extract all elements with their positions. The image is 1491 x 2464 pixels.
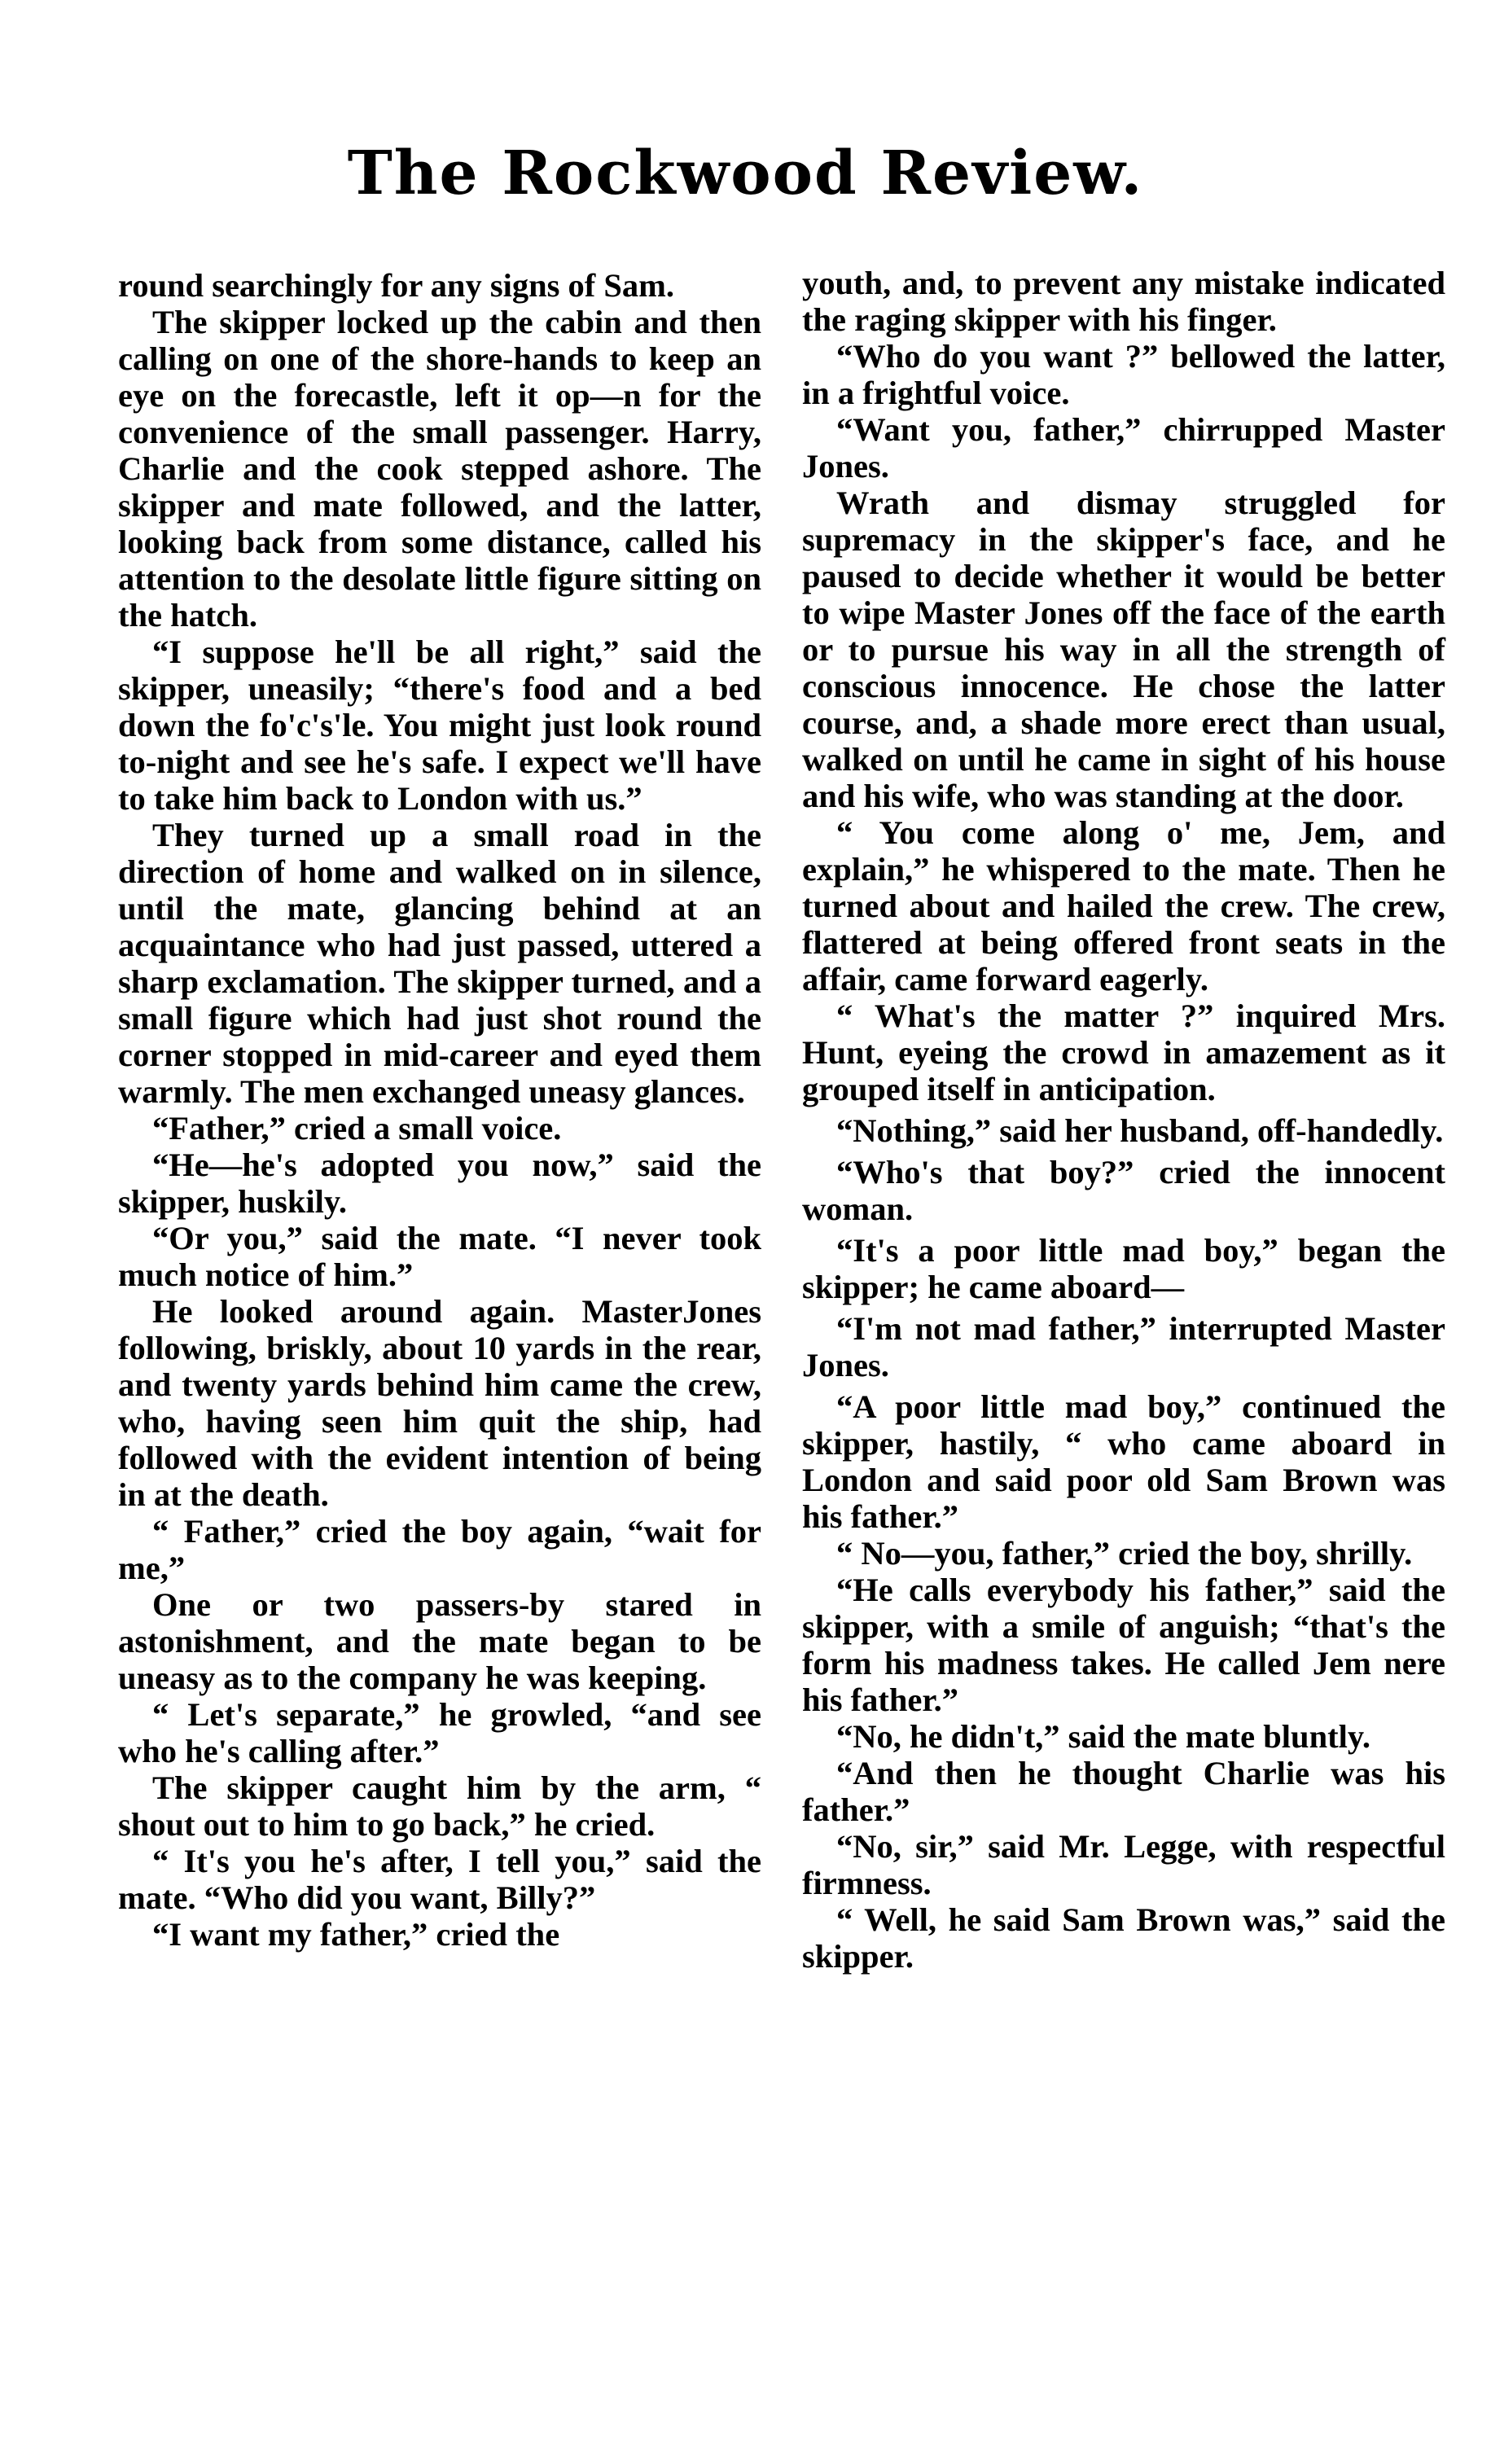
paragraph: “I'm not mad father,” interrupted Master Jones. xyxy=(802,1310,1445,1383)
paragraph: The skipper locked up the cabin and then calling on one of the shore-hands to keep an eye on the forecastle, left it op—n for the convenience of the small passenger. Harry, Charlie and the cook stepped ashore. The skipper and mate followed, and the latter, looking back from some distance, called his attention to the desolate little figure sitting on the hatch. xyxy=(118,304,761,634)
paragraph: “ Let's separate,” he growled, “and see who he's calling after.” xyxy=(118,1696,761,1769)
paragraph: “ No—you, father,” cried the boy, shrilly. xyxy=(836,1535,1413,1572)
paragraph: “I suppose he'll be all right,” said the skipper, uneasily; “there's food and a bed down the fo'c's'le. You might just look round to-night and see he's safe. I expect we'll have to take him back to London with us.” xyxy=(118,634,761,817)
paragraph: He looked around again. MasterJones following, briskly, about 10 yards in the rear, and twenty yards behind him came the crew, who, having seen him quit the ship, had followed with the evident intention of being in at the death. xyxy=(118,1293,761,1513)
paragraph: “And then he thought Charlie was his father.” xyxy=(802,1755,1445,1828)
paragraph: “ What's the matter ?” inquired Mrs. Hunt, eyeing the crowd in amazement as it grouped itself in anticipation. xyxy=(802,997,1445,1107)
masthead-title: The Rockwood Review. xyxy=(347,138,1144,208)
left-column xyxy=(118,267,761,1953)
paragraph: “Or you,” said the mate. “I never took much notice of him.” xyxy=(118,1220,761,1293)
paragraph: “Nothing,” said her husband, off-handedly. xyxy=(836,1112,1444,1149)
paragraph: “ It's you he's after, I tell you,” said the mate. “Who did you want, Billy?” xyxy=(118,1843,761,1916)
paragraph: round searchingly for any signs of Sam. xyxy=(118,267,675,304)
paragraph: “Father,” cried a small voice. xyxy=(152,1110,562,1147)
paragraph: “Want you, father,” chirrupped Master Jones. xyxy=(802,411,1445,484)
paragraph: They turned up a small road in the direction of home and walked on in silence, until the mate, glancing behind at an acquaintance who had just passed, uttered a sharp exclamation. The skipper turned, and a small figure which had just shot round the corner stopped in mid-career and eyed them warmly. The men exchanged uneasy glances. xyxy=(118,817,761,1110)
paragraph: “I want my father,” cried the xyxy=(152,1916,560,1953)
paragraph: “A poor little mad boy,” continued the skipper, hastily, “ who came aboard in London and said poor old Sam Brown was his father.” xyxy=(802,1388,1445,1535)
paragraph: “Who do you want ?” bellowed the latter, in a frightful voice. xyxy=(802,338,1445,411)
paragraph: “Who's that boy?” cried the innocent woman. xyxy=(802,1154,1445,1227)
paragraph: youth, and, to prevent any mistake indicated the raging skipper with his finger. xyxy=(802,265,1445,338)
paragraph: The skipper caught him by the arm, “ shout out to him to go back,” he cried. xyxy=(118,1769,761,1843)
paragraph: “No, he didn't,” said the mate bluntly. xyxy=(836,1718,1370,1755)
right-column xyxy=(802,265,1445,1975)
paragraph: Wrath and dismay struggled for supremacy in the skipper's face, and he paused to decide whether it would be better to wipe Master Jones off the face of the earth or to pursue his way in all the strength of conscious innocence. He chose the latter course, and, a shade more erect than usual, walked on until he came in sight of his house and his wife, who was standing at the door. xyxy=(802,484,1445,814)
paragraph: “ Father,” cried the boy again, “wait for me,” xyxy=(118,1513,761,1586)
paragraph: One or two passers-by stared in astonishment, and the mate began to be uneasy as to the company he was keeping. xyxy=(118,1586,761,1696)
paragraph: “It's a poor little mad boy,” began the skipper; he came aboard— xyxy=(802,1232,1445,1305)
paragraph: “ You come along o' me, Jem, and explain,” he whispered to the mate. Then he turned about and hailed the crew. The crew, flattered at being offered front seats in the affair, came forward eagerly. xyxy=(802,814,1445,997)
paragraph: “He calls everybody his father,” said the skipper, with a smile of anguish; “that's the form his madness takes. He called Jem nere his father.” xyxy=(802,1572,1445,1718)
paragraph: “He—he's adopted you now,” said the skipper, huskily. xyxy=(118,1147,761,1220)
paragraph: “No, sir,” said Mr. Legge, with respectful firmness. xyxy=(802,1828,1445,1901)
paragraph: “ Well, he said Sam Brown was,” said the skipper. xyxy=(802,1901,1445,1975)
